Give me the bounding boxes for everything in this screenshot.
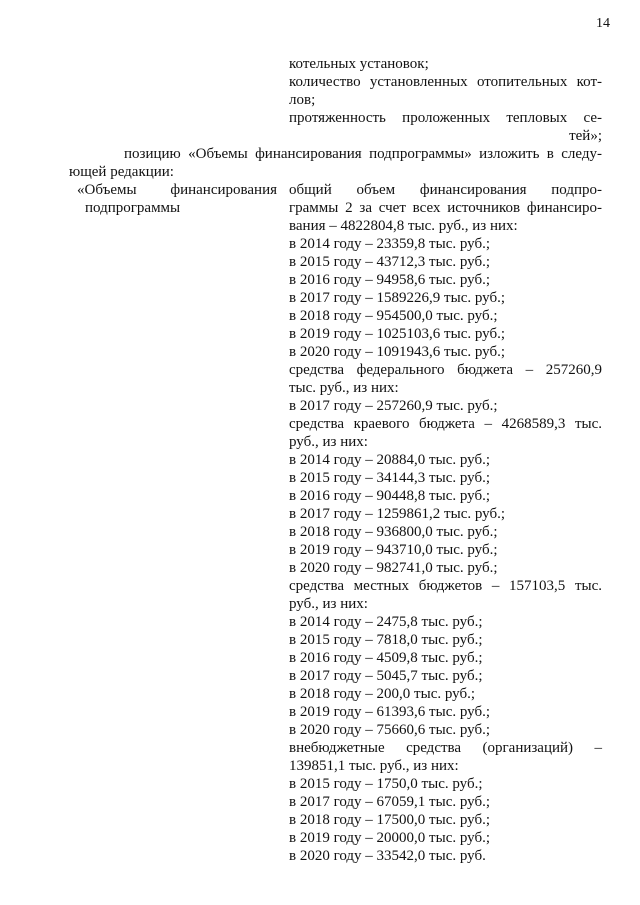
funding-line: в 2016 году – 90448,8 тыс. руб.; (289, 488, 491, 504)
funding-line: в 2019 году – 20000,0 тыс. руб.; (289, 830, 491, 846)
funding-line: в 2020 году – 33542,0 тыс. руб. (289, 848, 486, 864)
funding-line: в 2016 году – 94958,6 тыс. руб.; (289, 272, 491, 288)
funding-line: в 2020 году – 75660,6 тыс. руб.; (289, 722, 491, 738)
funding-line: в 2019 году – 1025103,6 тыс. руб.; (289, 326, 506, 342)
funding-line: 139851,1 тыс. руб., из них: (289, 758, 459, 774)
text-line: количество установленных отопительных кот- (289, 74, 602, 90)
funding-line: руб., из них: (289, 434, 368, 450)
funding-line: средства федерального бюджета – 257260,9 (289, 362, 602, 378)
funding-line: общий объем финансирования подпро- (289, 182, 602, 198)
text-line: позицию «Объемы финансирования подпрограммы» изложить в следу- (124, 146, 602, 162)
funding-line: в 2018 году – 17500,0 тыс. руб.; (289, 812, 491, 828)
funding-line: в 2017 году – 1259861,2 тыс. руб.; (289, 506, 506, 522)
funding-line: граммы 2 за счет всех источников финансиро- (289, 200, 602, 216)
funding-line: в 2017 году – 257260,9 тыс. руб.; (289, 398, 498, 414)
funding-line: в 2014 году – 23359,8 тыс. руб.; (289, 236, 491, 252)
funding-line: тыс. руб., из них: (289, 380, 399, 396)
funding-line: в 2020 году – 982741,0 тыс. руб.; (289, 560, 498, 576)
top-text-block (289, 55, 602, 145)
funding-line: в 2017 году – 5045,7 тыс. руб.; (289, 668, 483, 684)
funding-line: в 2018 году – 200,0 тыс. руб.; (289, 686, 476, 702)
funding-line: средства краевого бюджета – 4268589,3 тыс. (289, 416, 602, 432)
funding-line: в 2017 году – 67059,1 тыс. руб.; (289, 794, 491, 810)
text-line: котельных установок; (289, 56, 429, 72)
text-line: тей»; (569, 128, 602, 144)
funding-line: в 2020 году – 1091943,6 тыс. руб.; (289, 344, 506, 360)
funding-line: в 2019 году – 943710,0 тыс. руб.; (289, 542, 498, 558)
funding-line: в 2014 году – 2475,8 тыс. руб.; (289, 614, 483, 630)
funding-line: внебюджетные средства (организаций) – (289, 740, 602, 756)
funding-line: в 2018 году – 936800,0 тыс. руб.; (289, 524, 498, 540)
funding-line: средства местных бюджетов – 157103,5 тыс. (289, 578, 602, 594)
intro-paragraph (69, 145, 602, 181)
funding-line: руб., из них: (289, 596, 368, 612)
text-line: ющей редакции: (69, 164, 174, 180)
funding-line: в 2015 году – 7818,0 тыс. руб.; (289, 632, 483, 648)
table-right-cell (289, 181, 602, 865)
funding-line: в 2016 году – 4509,8 тыс. руб.; (289, 650, 483, 666)
table-left-cell (77, 181, 277, 217)
funding-line: в 2017 году – 1589226,9 тыс. руб.; (289, 290, 506, 306)
text-line: протяженность проложенных тепловых се- (289, 110, 602, 126)
funding-line: в 2019 году – 61393,6 тыс. руб.; (289, 704, 491, 720)
funding-line: в 2018 году – 954500,0 тыс. руб.; (289, 308, 498, 324)
funding-line: в 2014 году – 20884,0 тыс. руб.; (289, 452, 491, 468)
funding-line: в 2015 году – 34144,3 тыс. руб.; (289, 470, 491, 486)
funding-line: вания – 4822804,8 тыс. руб., из них: (289, 218, 518, 234)
funding-line: в 2015 году – 43712,3 тыс. руб.; (289, 254, 491, 270)
text-line: лов; (289, 92, 316, 108)
cell-heading: «Объемы финансирования (77, 182, 277, 198)
funding-line: в 2015 году – 1750,0 тыс. руб.; (289, 776, 483, 792)
cell-heading: подпрограммы (85, 200, 181, 216)
page-number: 14 (596, 16, 610, 31)
